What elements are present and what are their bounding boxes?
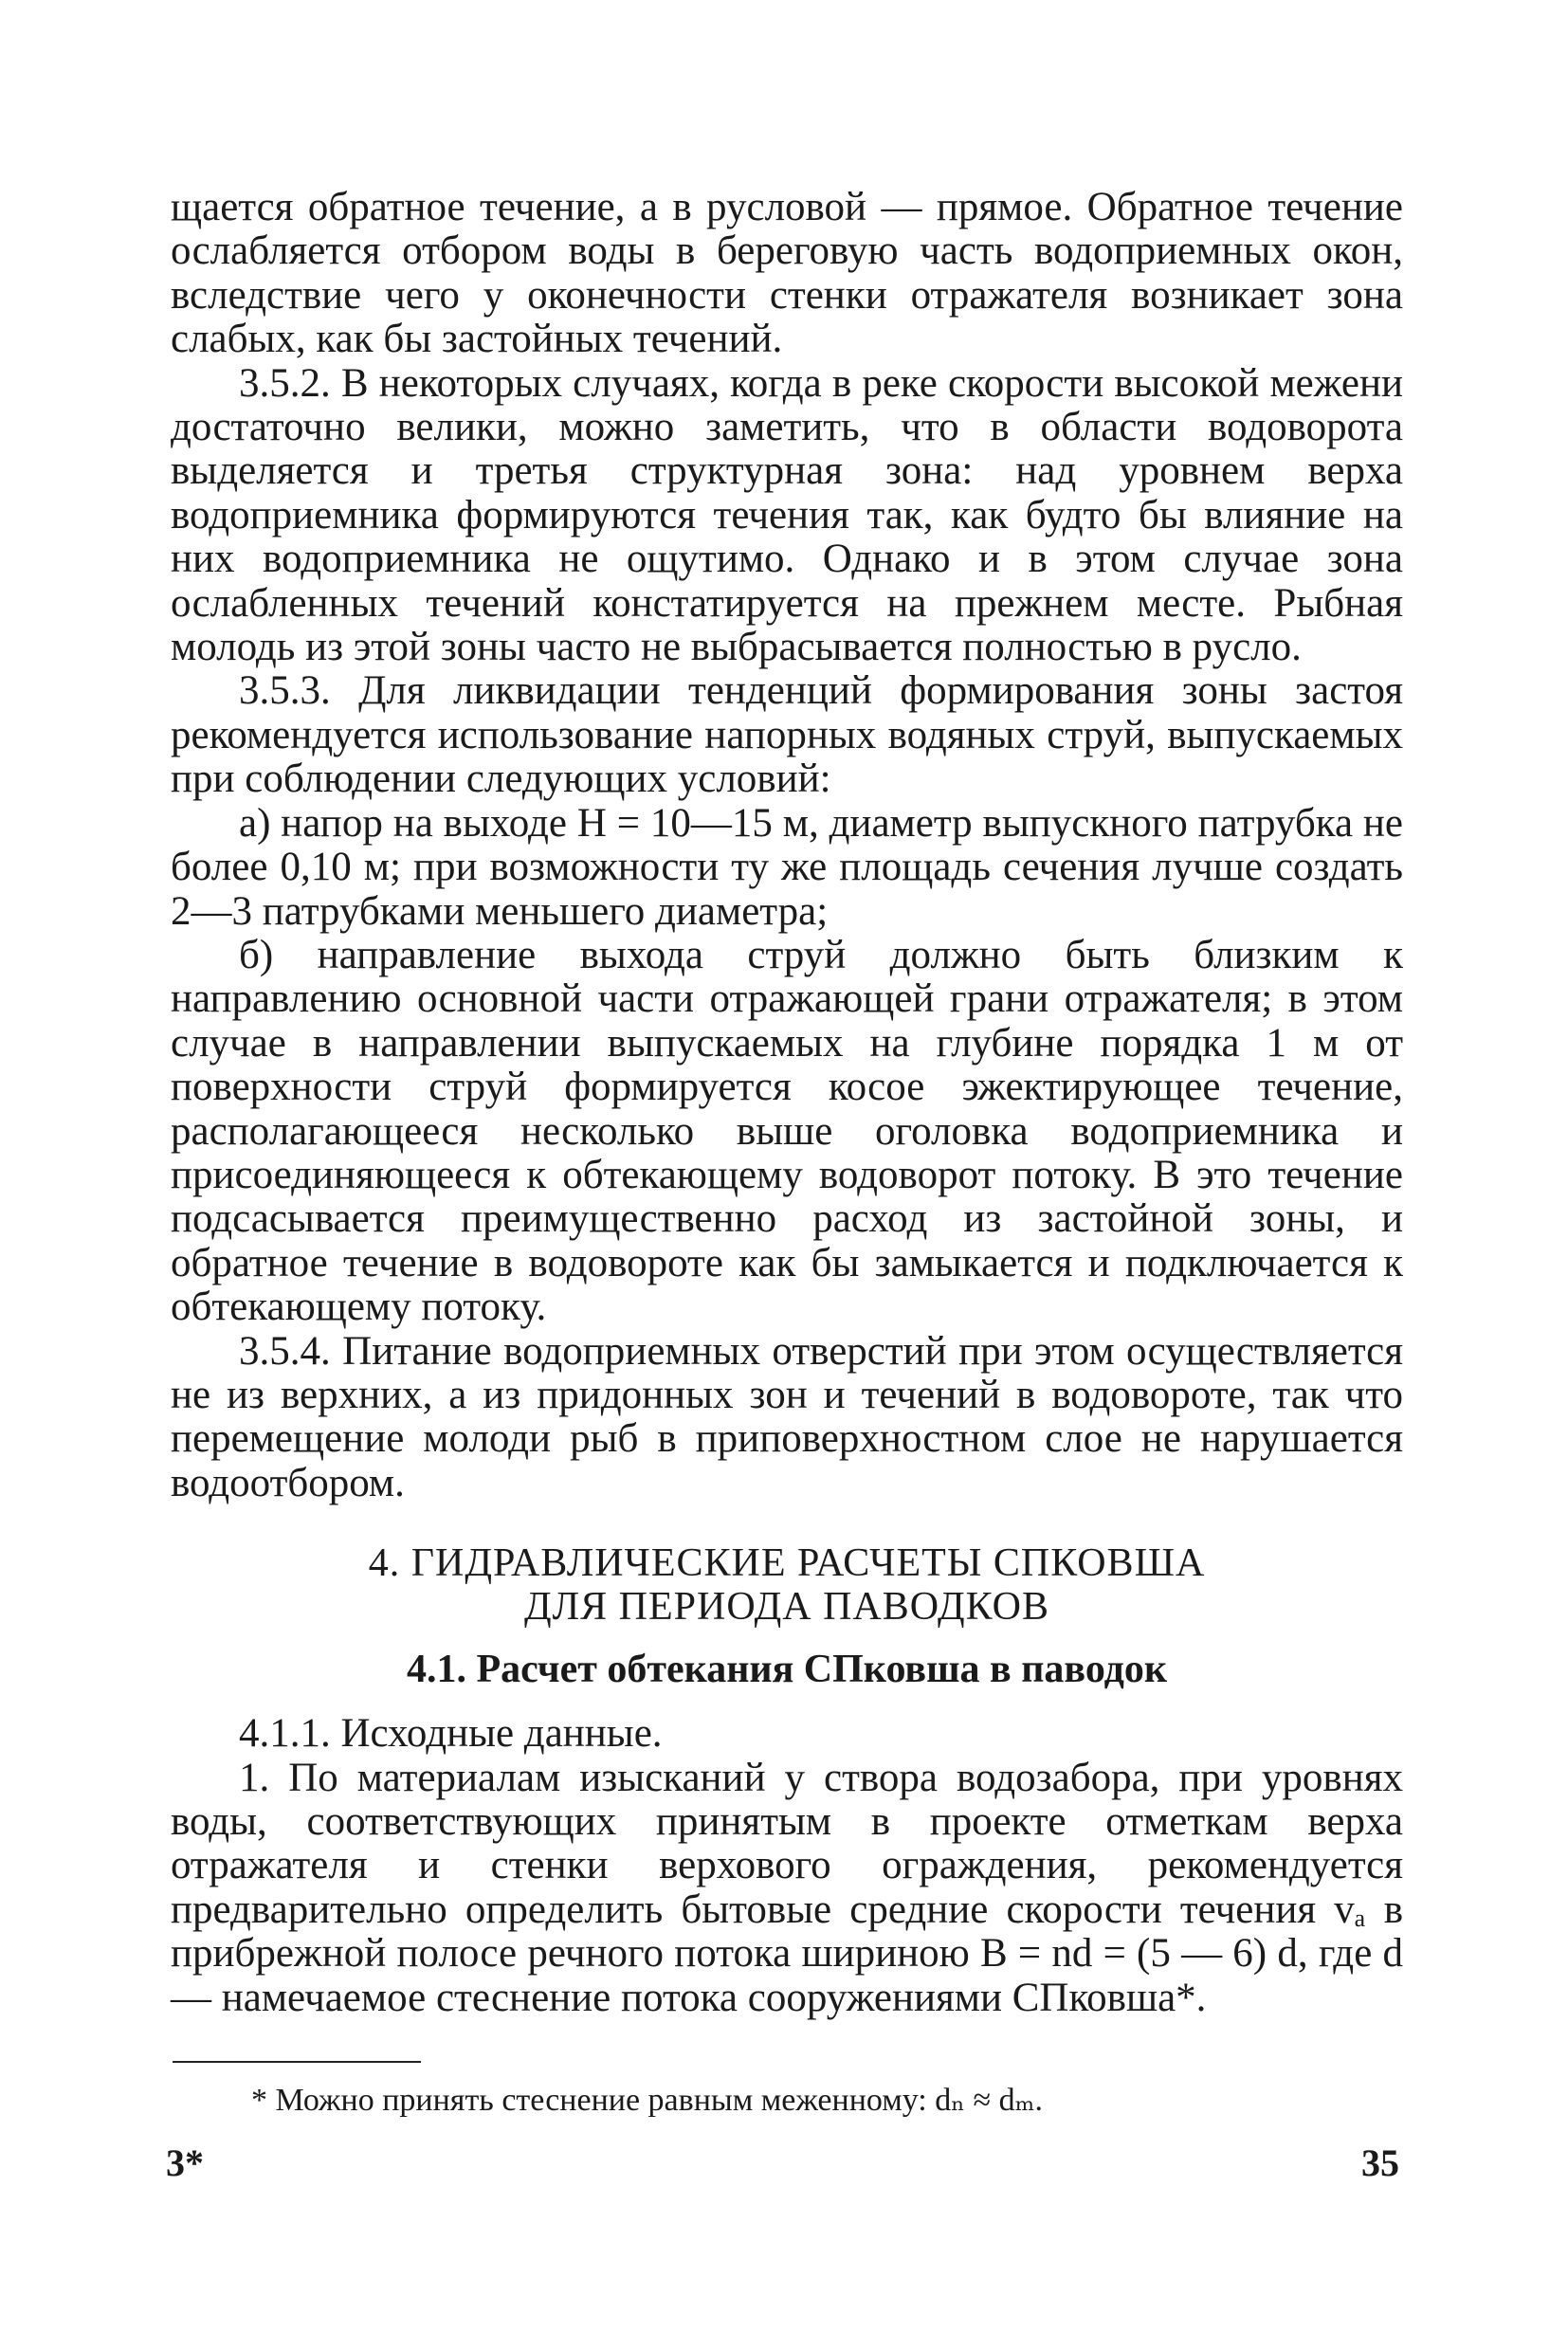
subsection-heading: 4.1. Расчет обтекания СПковша в паводок [406, 1648, 1168, 1692]
paragraph: 4.1.1. Исходные данные. [239, 1711, 663, 1757]
paragraph: щается обратное течение, а в русловой — прямое. Обратное течение ослабляется отбором воды в береговую часть водоприемных окон, вследствие чего у оконечности стенки отражателя возникает зона слабых, как бы застойных течений. [171, 185, 1403, 362]
paragraph: 3.5.3. Для ликвидации тенденций формирования зоны застоя рекомендуется использование напорных водяных струй, выпускаемых при соблюдении следующих условий: [171, 668, 1403, 802]
page-number: 35 [1361, 2141, 1399, 2184]
paragraph: б) направление выхода струй должно быть близким к направлению основной части отражающей грани отражателя; в этом случае в направлении выпускаемых на глубине порядка 1 м от поверхности струй формируется косое эжектирующее течение, располагающееся несколько выше оголовка водоприемника и присоединяющееся к обтекающему водоворот потоку. В это течение подсасывается преимущественно расход из застойной зоны, и обратное течение в водовороте как бы замыкается и подключается к обтекающему потоку. [171, 932, 1403, 1330]
section-heading-line: 4. ГИДРАВЛИЧЕСКИЕ РАСЧЕТЫ СПКОВША [368, 1541, 1206, 1586]
footnote: * Можно принять стеснение равным меженному: dₙ ≈ dₘ. [251, 2083, 1043, 2118]
paragraph: 1. По материалам изысканий у створа водозабора, при уровнях воды, соответствующих принятым в проекте отметкам верха отражателя и стенки верхового ограждения, рекомендуется предварительно определить бытовые средние скорости течения vₐ в прибрежной полосе речного потока шириною B = nd = (5 — 6) d, где d — намечаемое стеснение потока сооружениями СПковша*. [171, 1755, 1403, 2020]
body-text [171, 186, 1403, 2020]
section-heading [171, 1541, 1403, 1629]
paragraph: 3.5.2. В некоторых случаях, когда в реке скорости высокой межени достаточно велики, можно заметить, что в области водоворота выделяется и третья структурная зона: над уровнем верха водоприемника формируются течения так, как будто бы влияние на них водоприемника не ощутимо. Однако и в этом случае зона ослабленных течений констатируется на прежнем месте. Рыбная молодь из этой зоны часто не выбрасывается полностью в русло. [171, 360, 1403, 670]
footnote-divider [173, 2061, 421, 2063]
paragraph: а) напор на выходе H = 10—15 м, диаметр выпускного патрубка не более 0,10 м; при возможности ту же площадь сечения лучше создать 2—3 патрубками меньшего диаметра; [171, 800, 1403, 934]
signature-mark: 3* [166, 2141, 204, 2184]
section-heading-line: ДЛЯ ПЕРИОДА ПАВОДКОВ [524, 1585, 1049, 1630]
paragraph: 3.5.4. Питание водоприемных отверстий при этом осуществляется не из верхних, а из придонных зон и течений в водовороте, так что перемещение молоди рыб в приповерхностном слое не нарушается водоотбором. [171, 1328, 1403, 1505]
